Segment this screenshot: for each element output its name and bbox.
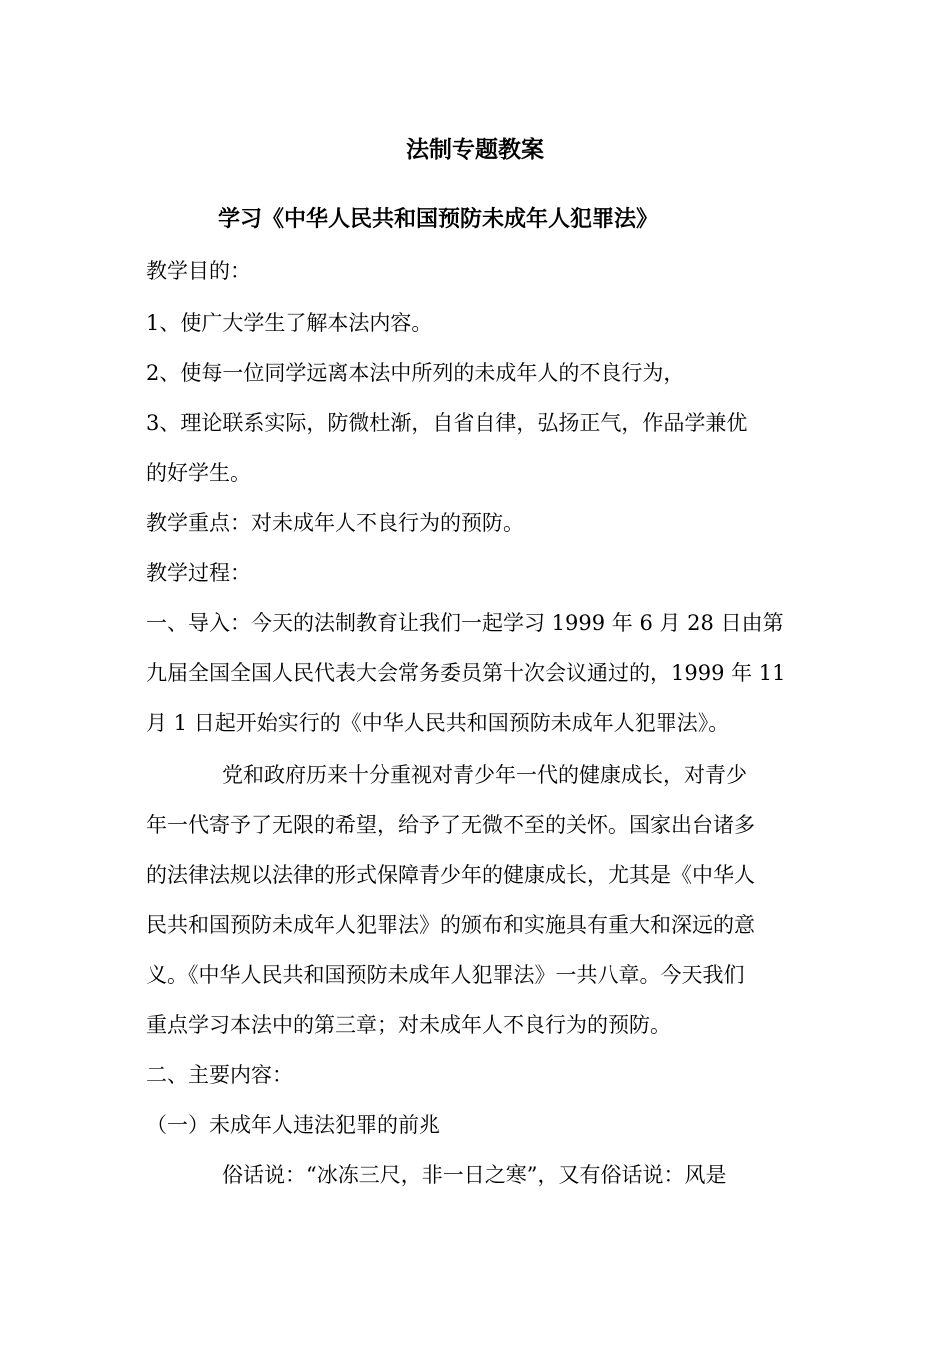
teaching-objectives-heading: 教学目的： <box>146 259 251 283</box>
body-paragraph-line: 义。《中华人民共和国预防未成年人犯罪法》一共八章。今天我们 <box>146 963 745 987</box>
intro-paragraph-line: 九届全国全国人民代表大会常务委员第十次会议通过的，1999 年 11 <box>146 661 786 685</box>
objective-item-3: 3、理论联系实际，防微杜渐，自省自律，弘扬正气，作品学兼优 <box>146 411 748 435</box>
body-paragraph-line: 民共和国预防未成年人犯罪法》的颁布和实施具有重大和深远的意 <box>146 913 755 937</box>
body-paragraph-line: 党和政府历来十分重视对青少年一代的健康成长，对青少 <box>222 763 747 787</box>
objective-item-2: 2、使每一位同学远离本法中所列的未成年人的不良行为， <box>146 361 685 385</box>
document-subtitle: 学习《中华人民共和国预防未成年人犯罪法》 <box>218 207 659 232</box>
main-content-heading: 二、主要内容： <box>146 1063 293 1087</box>
objective-item-3-cont: 的好学生。 <box>146 461 251 485</box>
body-paragraph-line: 年一代寄予了无限的希望，给予了无微不至的关怀。国家出台诸多 <box>146 813 755 837</box>
intro-paragraph-line: 一、导入：今天的法制教育让我们一起学习 1999 年 6 月 28 日由第 <box>146 611 784 635</box>
body-paragraph-line: 重点学习本法中的第三章；对未成年人不良行为的预防。 <box>146 1013 671 1037</box>
section-heading-1: （一）未成年人违法犯罪的前兆 <box>146 1113 440 1137</box>
body-paragraph-line: 的法律法规以法律的形式保障青少年的健康成长，尤其是《中华人 <box>146 863 755 887</box>
body-paragraph-line: 俗话说：“冰冻三尺，非一日之寒”，又有俗话说：风是 <box>222 1163 727 1187</box>
objective-item-1: 1、使广大学生了解本法内容。 <box>146 311 433 335</box>
teaching-process-heading: 教学过程： <box>146 561 251 585</box>
document-title: 法制专题教案 <box>406 137 544 163</box>
teaching-focus: 教学重点：对未成年人不良行为的预防。 <box>146 511 524 535</box>
intro-paragraph-line: 月 1 日起开始实行的《中华人民共和国预防未成年人犯罪法》。 <box>146 711 730 735</box>
